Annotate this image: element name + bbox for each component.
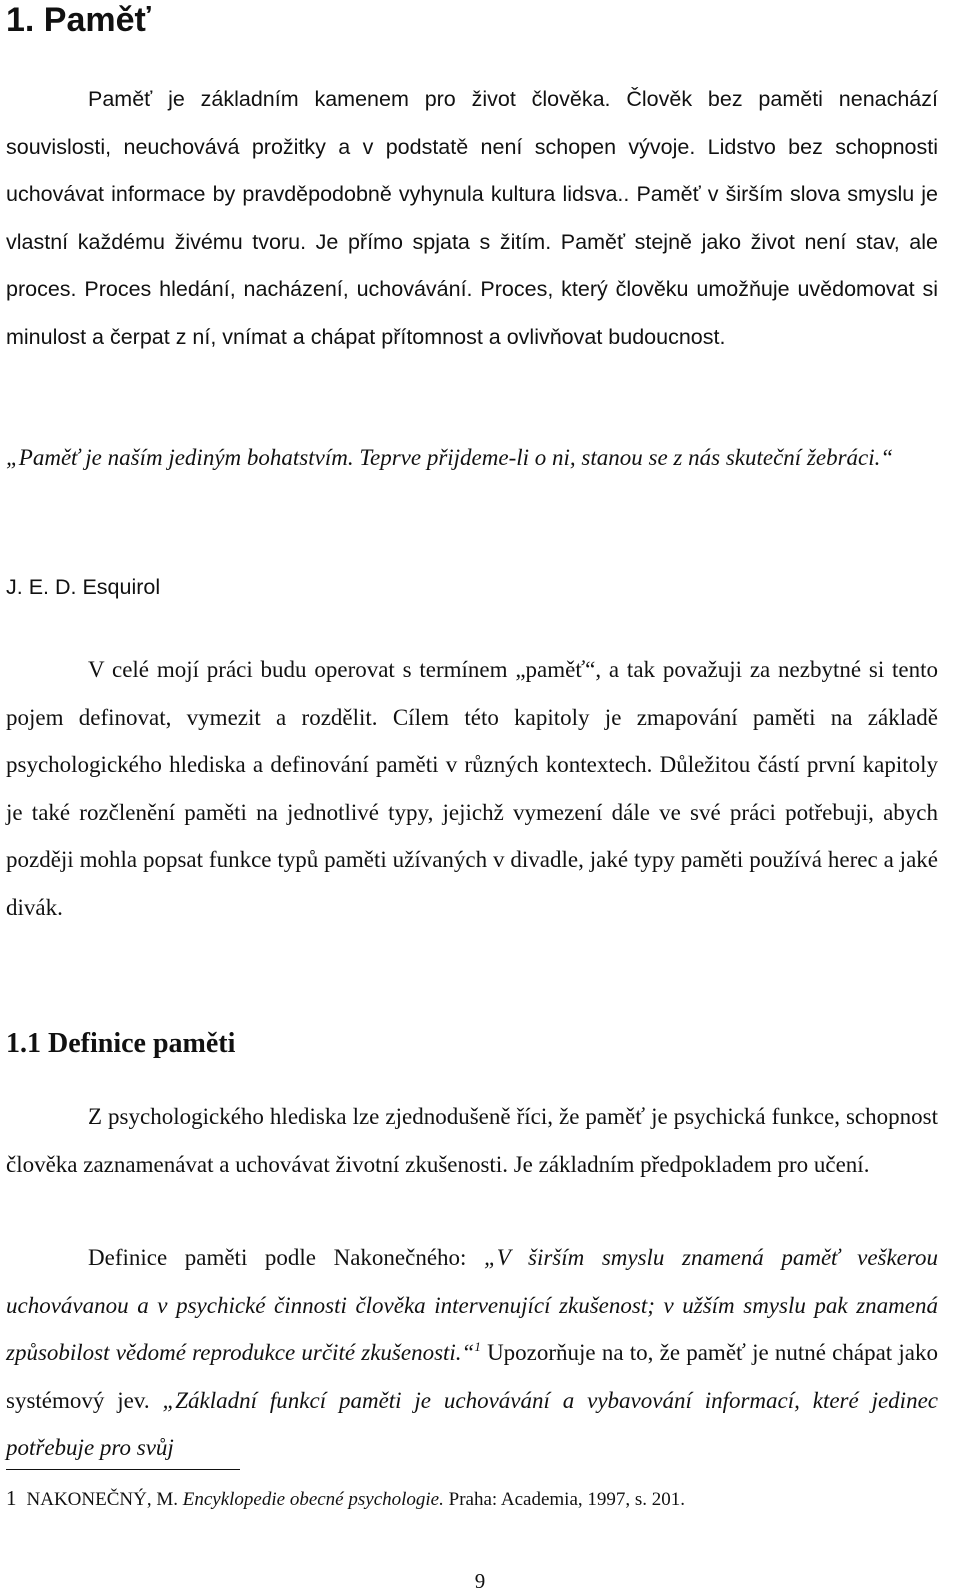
chapter-heading: 1. Paměť bbox=[6, 1, 151, 39]
quote-author: J. E. D. Esquirol bbox=[6, 575, 161, 599]
footnote-number: 1 bbox=[6, 1486, 17, 1510]
footnote-publication: Praha: Academia, 1997, s. 201. bbox=[443, 1489, 686, 1510]
paragraph-chapter-aim: V celé mojí práci budu operovat s termínem „paměť“, a tak považuji za nezbytné si tento pojem definovat, vymezit a rozdělit. Cílem této kapitoly je zmapování paměti na základě psychologického hlediska a definování paměti v různých kontextech. Důležitou částí první kapitoly je také rozčlenění paměti na jednotlivé typy, jejichž vymezení dále ve své práci potřebuji, abych později mohla popsat funkce typů paměti užívaných v divadle, jaké typy paměti používá herec a jaké divák. bbox=[6, 657, 938, 920]
definition-quote: „V širším smyslu znamená paměť veškerou uchovávanou a v psychické činnosti člověka intervenující zkušenost; v užším smyslu pak znamená způsobilost vědomé reprodukce určité zkušenosti.“ bbox=[6, 1245, 938, 1366]
footnote-title: Encyklopedie obecné psychologie. bbox=[182, 1489, 444, 1510]
definition-middle: Upozorňuje na to, že paměť je nutné chápat jako systémový jev. bbox=[6, 1340, 938, 1413]
paragraph-intro: Paměť je základním kamenem pro život člověka. Člověk bez paměti nenachází souvislosti, neuchovává prožitky a v podstatě není schopen vývoje. Lidstvo bez schopnosti uchovávat informace by pravděpodobně vyhynula kultura lidsva.. Paměť v širším slova smyslu je vlastní každému živému tvoru. Je přímo spjata s žitím. Paměť stejně jako život není stav, ale proces. Proces hledání, nacházení, uchovávání. Proces, který člověku umožňuje uvědomovat si minulost a čerpat z ní, vnímat a chápat přítomnost a ovlivňovat budoucnost. bbox=[6, 87, 938, 349]
footnote-divider bbox=[6, 1469, 240, 1470]
section-heading: 1.1 Definice paměti bbox=[6, 1028, 236, 1059]
footnote-author: NAKONEČNÝ, M. bbox=[26, 1489, 183, 1510]
quote-esquirol: „Paměť je naším jediným bohatstvím. Teprve přijdeme-li o ni, stanou se z nás skuteční žebráci.“ bbox=[6, 445, 894, 470]
definition-quote-continued: „Základní funkcí paměti je uchovávání a vybavování informací, které jedinec potřebuje pro svůj bbox=[6, 1387, 938, 1461]
definition-lead: Definice paměti podle Nakonečného: bbox=[88, 1245, 484, 1270]
paragraph-psychological-definition: Z psychologického hlediska lze zjednodušeně říci, že paměť je psychická funkce, schopnost člověka zaznamenávat a uchovávat životní zkušenosti. Je základním předpokladem pro učení. bbox=[6, 1104, 938, 1177]
footnote-reference: 1 bbox=[474, 1339, 481, 1355]
page-number: 9 bbox=[474, 1569, 486, 1593]
footnote bbox=[6, 1485, 685, 1513]
paragraph-nakonecny-definition bbox=[6, 1234, 938, 1472]
